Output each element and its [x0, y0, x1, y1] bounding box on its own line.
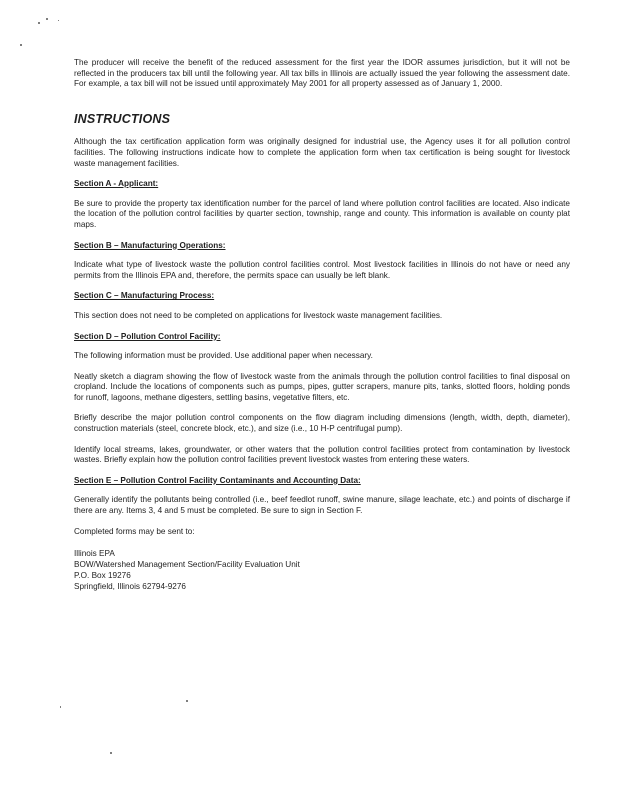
section-b-title: Section B – Manufacturing Operations:: [74, 240, 226, 250]
scan-speck: [20, 44, 22, 46]
section-e: [74, 476, 570, 537]
section-d-paragraph: Identify local streams, lakes, groundwater, or other waters that the pollution control facilities protect from contamination by livestock wastes. Briefly explain how the pollution control facilities prevent livestock wastes from entering these waters.: [74, 444, 570, 465]
address-line: BOW/Watershed Management Section/Facility Evaluation Unit: [74, 560, 300, 570]
address-line: Illinois EPA: [74, 549, 115, 559]
scan-speck: [110, 752, 112, 754]
scan-speck: [58, 20, 59, 21]
section-c-paragraph: This section does not need to be completed on applications for livestock waste management facilities.: [74, 310, 443, 320]
section-d-paragraph: Neatly sketch a diagram showing the flow of livestock waste from the animals through the pollution control facilities to final disposal on cropland. Include the locations of components such as pumps, pipes, gutter scrapers, manure pits, tanks, slotted floors, holding ponds for runoff, lagoons, methane digesters, settling basins, vegetative filters, etc.: [74, 371, 570, 402]
document-body: [74, 58, 570, 592]
section-d-paragraph: The following information must be provided. Use additional paper when necessary.: [74, 351, 373, 361]
section-a-title: Section A - Applicant:: [74, 179, 159, 189]
instructions-heading: INSTRUCTIONS: [74, 111, 171, 126]
section-e-paragraph: Completed forms may be sent to:: [74, 526, 195, 536]
section-a: [74, 179, 570, 230]
section-d-paragraph: Briefly describe the major pollution control components on the flow diagram including dimensions (length, width, depth, diameter), construction materials (steel, concrete block, etc.), and size (i.e., 10 H-P centrifugal pump).: [74, 413, 570, 434]
lead-paragraph: Although the tax certification application form was originally designed for industrial use, the Agency uses it for all pollution control facilities. The following instructions indicate how to complete the application form when tax certification is being sought for livestock waste management facilities.: [74, 137, 570, 168]
scan-speck: [60, 706, 61, 708]
section-b: [74, 241, 570, 282]
intro-paragraph: The producer will receive the benefit of the reduced assessment for the first year the IDOR assumes jurisdiction, but it will not be reflected in the producers tax bill until the following year. All tax bills in Illinois are actually issued the year following the assessment date. For example, a tax bill will not be issued until approximately May 2001 for all property assessed as of January 1, 2000.: [74, 58, 570, 89]
section-b-paragraph: Indicate what type of livestock waste the pollution control facilities control. Most livestock facilities in Illinois do not have or need any permits from the Illinois EPA and, therefore, the permits space can usually be left blank.: [74, 260, 570, 280]
section-d: [74, 332, 570, 466]
section-c: [74, 291, 570, 321]
section-a-paragraph: Be sure to provide the property tax identification number for the parcel of land where pollution control facilities are located. Also indicate the location of the pollution control facilities by quarter section, township, range and county. This information is available on county plat maps.: [74, 198, 570, 229]
scan-speck: [186, 700, 188, 702]
address-line: Springfield, Illinois 62794-9276: [74, 581, 186, 591]
section-e-paragraph: Generally identify the pollutants being controlled (i.e., beef feedlot runoff, swine manure, silage leachate, etc.) and points of discharge if there are any. Items 3, 4 and 5 must be completed. Be sure to sign in Section F.: [74, 495, 570, 516]
address-line: P.O. Box 19276: [74, 570, 131, 580]
mailing-address: [74, 549, 570, 592]
section-d-title: Section D – Pollution Control Facility:: [74, 331, 221, 341]
section-e-title: Section E – Pollution Control Facility Contaminants and Accounting Data:: [74, 475, 361, 485]
scan-speck: [46, 18, 48, 20]
section-c-title: Section C – Manufacturing Process:: [74, 291, 215, 301]
scan-speck: [38, 22, 40, 24]
